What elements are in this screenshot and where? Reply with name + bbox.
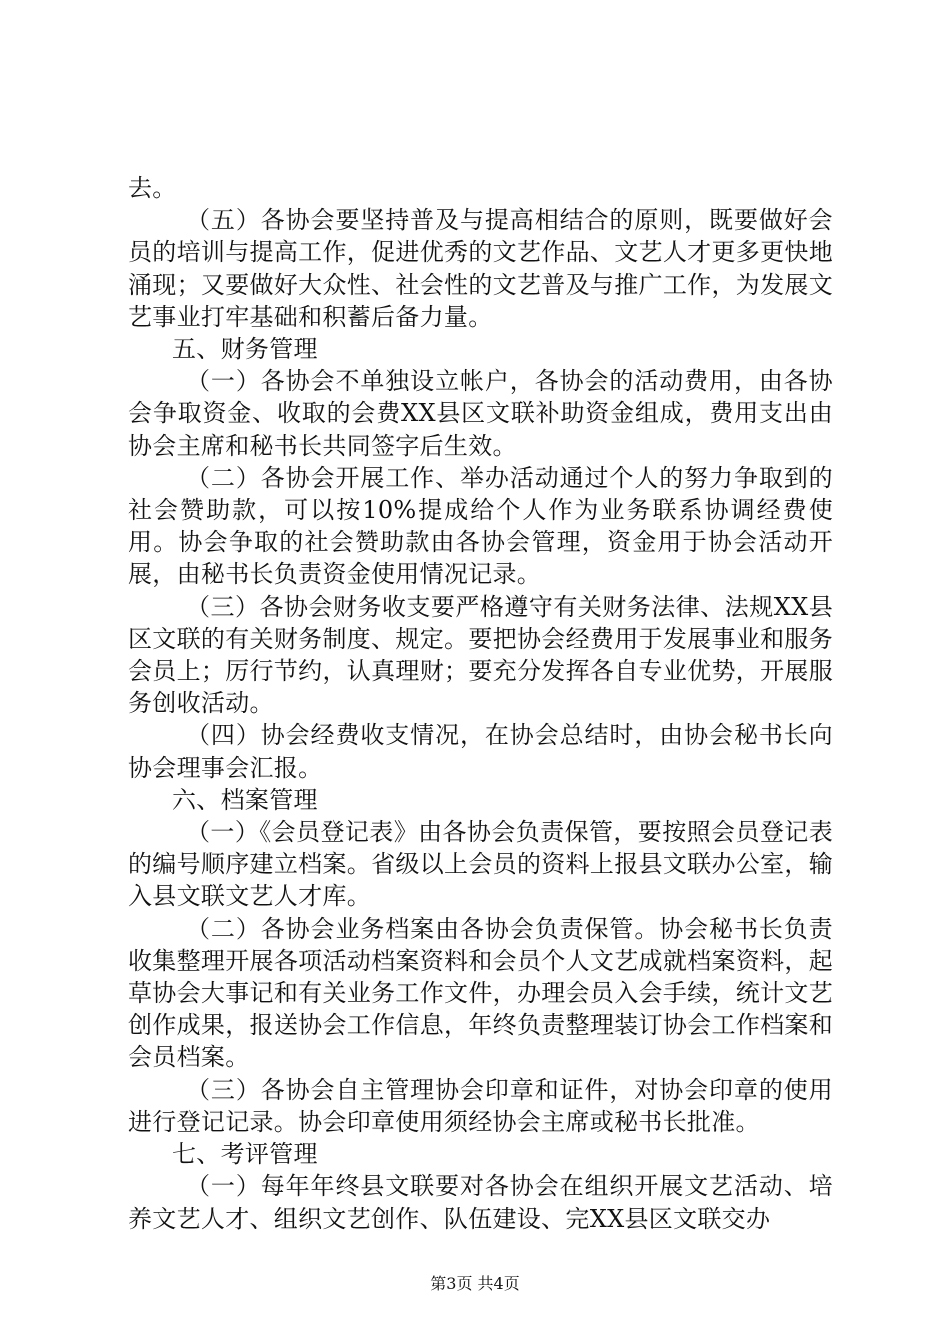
page-number-footer: 第3页 共4页 xyxy=(430,1274,520,1293)
paragraph-finance-4: （四）协会经费收支情况，在协会总结时，由协会秘书长向协会理事会汇报。 xyxy=(128,721,833,782)
section-heading-finance: 五、财务管理 xyxy=(172,335,318,364)
paragraph-continuation: 去。 xyxy=(128,174,177,202)
paragraph-archives-2: （二）各协会业务档案由各协会负责保管。协会秘书长负责收集整理开展各项活动档案资料和会员个人文艺成就档案资料，起草协会大事记和有关业务工作文件，办理会员入会手续，统计文艺创作成果，报送协会工作信息，年终负责整理装订协会工作档案和会员档案。 xyxy=(128,914,833,1072)
paragraph-evaluation-1: （一）每年年终县文联要对各协会在组织开展文艺活动、培养文艺人才、组织文艺创作、队伍建设、完XX县区文联交办 xyxy=(128,1172,833,1233)
paragraph-item-5: （五）各协会要坚持普及与提高相结合的原则，既要做好会员的培训与提高工作，促进优秀的文艺作品、文艺人才更多更快地涌现；又要做好大众性、社会性的文艺普及与推广工作，为发展文艺事业打牢基础和积蓄后备力量。 xyxy=(128,206,833,331)
section-heading-evaluation: 七、考评管理 xyxy=(172,1140,318,1169)
document-body xyxy=(128,172,833,1235)
paragraph-archives-3: （三）各协会自主管理协会印章和证件，对协会印章的使用进行登记记录。协会印章使用须经协会主席或秘书长批准。 xyxy=(128,1075,833,1136)
paragraph-finance-1: （一）各协会不单独设立帐户，各协会的活动费用，由各协会争取资金、收取的会费XX县区文联补助资金组成，费用支出由协会主席和秘书长共同签字后生效。 xyxy=(128,367,833,460)
paragraph-finance-3: （三）各协会财务收支要严格遵守有关财务法律、法规XX县区文联的有关财务制度、规定。要把协会经费用于发展事业和服务会员上；厉行节约，认真理财；要充分发挥各自专业优势，开展服务创收活动。 xyxy=(128,592,833,718)
paragraph-archives-1: （一）《会员登记表》由各协会负责保管，要按照会员登记表的编号顺序建立档案。省级以上会员的资料上报县文联办公室，输入县文联文艺人才库。 xyxy=(128,818,833,911)
paragraph-finance-2: （二）各协会开展工作、举办活动通过个人的努力争取到的社会赞助款，可以按10%提成给个人作为业务联系协调经费使用。协会争取的社会赞助款由各协会管理，资金用于协会活动开展，由秘书长负责资金使用情况记录。 xyxy=(128,463,833,589)
section-heading-archives: 六、档案管理 xyxy=(172,785,318,814)
